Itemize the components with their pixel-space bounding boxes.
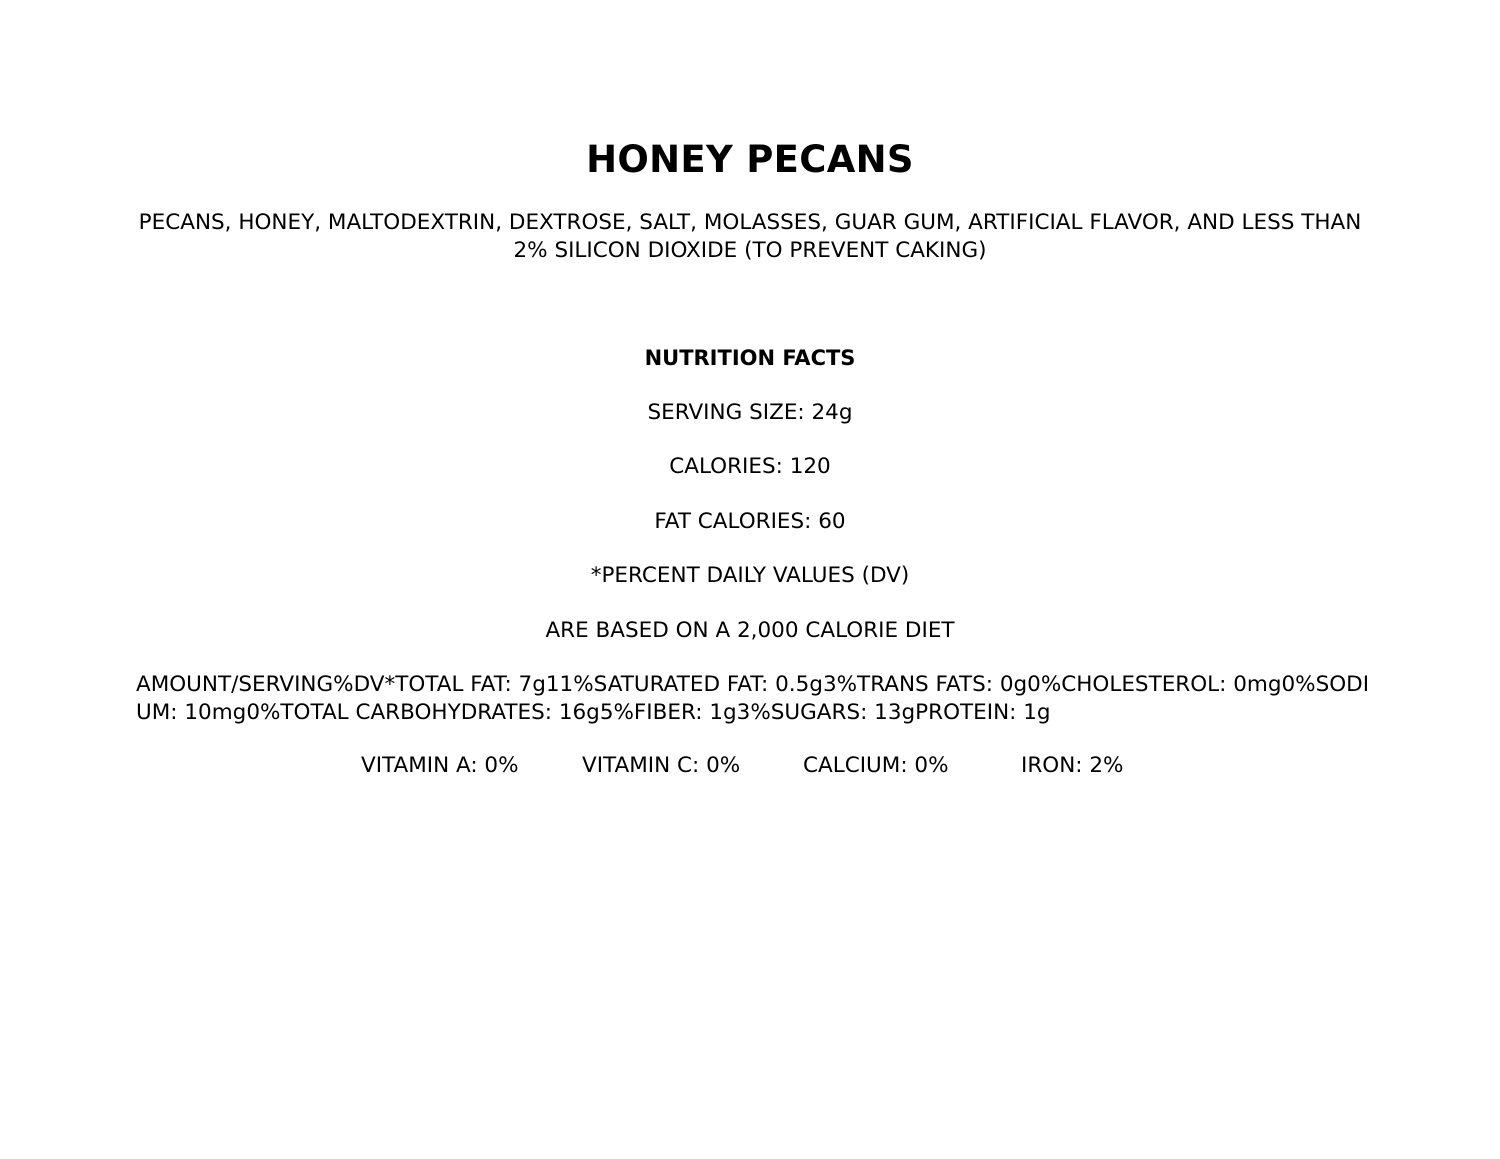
daily-values-note-line-2: ARE BASED ON A 2,000 CALORIE DIET	[545, 618, 955, 643]
calories: CALORIES: 120	[669, 454, 831, 479]
vitamin-c: VITAMIN C: 0%	[582, 753, 741, 778]
vitamin-a: VITAMIN A: 0%	[361, 753, 519, 778]
daily-values-note-line-1: *PERCENT DAILY VALUES (DV)	[590, 563, 910, 588]
fat-calories: FAT CALORIES: 60	[654, 509, 846, 534]
nutrient-amounts: AMOUNT/SERVING%DV*TOTAL FAT: 7g11%SATURATED FAT: 0.5g3%TRANS FATS: 0g0%CHOLESTEROL: 0mg0%SODIUM: 10mg0%TOTAL CARBOHYDRATES: 16g5%FIBER: 1g3%SUGARS: 13gPROTEIN: 1g	[136, 672, 1370, 725]
nutrition-facts-heading: NUTRITION FACTS	[644, 346, 856, 370]
calcium: CALCIUM: 0%	[803, 753, 949, 778]
iron: IRON: 2%	[1021, 753, 1124, 778]
ingredients-list: PECANS, HONEY, MALTODEXTRIN, DEXTROSE, SALT, MOLASSES, GUAR GUM, ARTIFICIAL FLAVOR, AND LESS THAN 2% SILICON DIOXIDE (TO PREVENT CAKING)	[138, 210, 1362, 263]
product-title: HONEY PECANS	[586, 138, 914, 181]
serving-size: SERVING SIZE: 24g	[647, 400, 853, 425]
